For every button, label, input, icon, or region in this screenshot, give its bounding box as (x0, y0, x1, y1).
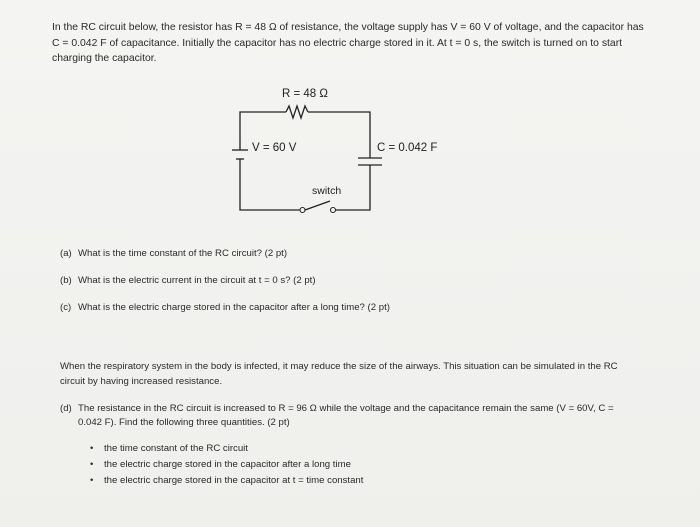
question-d-text: The resistance in the RC circuit is increased to R = 96 Ω while the voltage and the capacitance remain the same (V = 60V, C = 0.042 F). Find the following three quantities. (2 pt) (78, 403, 614, 428)
question-b-label: (b) (60, 275, 72, 286)
capacitor-label: C = 0.042 F (377, 142, 438, 154)
list-item: • the time constant of the RC circuit (90, 441, 363, 457)
switch-contact-right (331, 208, 336, 213)
quantities-list (90, 441, 363, 489)
wire-bottom-left (240, 168, 300, 210)
question-b (60, 274, 316, 287)
question-a-label: (a) (60, 248, 72, 259)
resistor-label: R = 48 Ω (282, 88, 328, 100)
switch-blade (305, 201, 330, 210)
respiratory-paragraph: When the respiratory system in the body is infected, it may reduce the size of the airways. This situation can be simulated in the RC circuit by having increased resistance. (60, 361, 618, 387)
wire-top-right (308, 112, 370, 158)
question-d (60, 402, 640, 430)
question-c (60, 301, 390, 314)
list-item: • the electric charge stored in the capacitor at t = time constant (90, 473, 363, 489)
question-b-text: What is the electric current in the circuit at t = 0 s? (2 pt) (78, 275, 316, 286)
question-c-text: What is the electric charge stored in the capacitor after a long time? (2 pt) (78, 302, 390, 313)
bullet-icon: • (90, 459, 94, 470)
switch-label: switch (312, 185, 342, 197)
question-c-label: (c) (60, 302, 72, 313)
resistor-symbol (286, 106, 308, 118)
circuit-wires (226, 84, 466, 224)
problem-intro: In the RC circuit below, the resistor has R = 48 Ω of resistance, the voltage supply has V = 60 V of voltage, and the capacitor has C = 0.042 F of capacitance. Initially the capacitor has no electric charge stored in it. At t = 0 s, the switch is turned on to start charging the capacitor. (52, 22, 644, 64)
question-a (60, 247, 287, 260)
switch-contact-left (300, 208, 305, 213)
question-a-text: What is the time constant of the RC circuit? (2 pt) (78, 248, 288, 259)
bullet-icon: • (90, 443, 94, 454)
bullet-icon: • (90, 475, 94, 486)
list-item: • the electric charge stored in the capacitor after a long time (90, 457, 363, 473)
rc-circuit-diagram (226, 84, 466, 224)
voltage-label: V = 60 V (252, 142, 297, 154)
question-d-label: (d) (60, 403, 72, 414)
